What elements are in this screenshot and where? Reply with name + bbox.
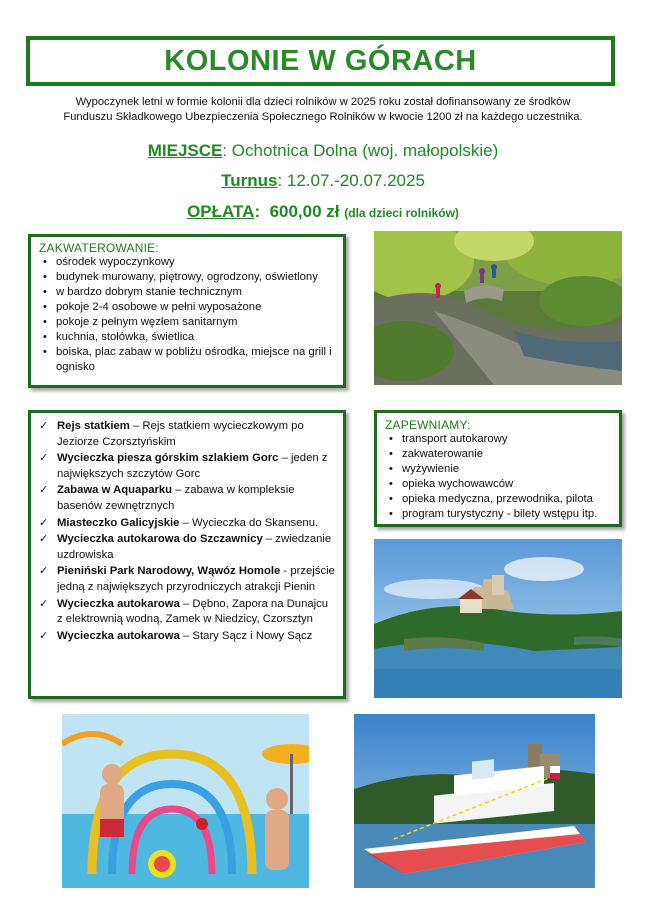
title-banner [26,36,615,86]
list-item [37,451,335,482]
list-item [37,483,335,514]
turnus-value: : 12.07.-20.07.2025 [277,171,425,190]
list-item [37,516,335,532]
turnus-label: Turnus [221,171,278,190]
wycieczka-5-rest: - przejście jedną z największych przyrodniczych atrakcji Pienin [57,565,335,593]
wycieczka-1-rest: – jeden z największych szczytów Gorc [57,452,328,480]
list-item: • pokoje z pełnym węzłem sanitarnym [39,315,335,330]
list-item: • opieka medyczna, przewodnika, pilota [385,492,611,507]
list-item [37,629,335,645]
aquapark-photo [62,714,309,888]
intro-line-2: Funduszu Składkowego Ubezpieczenia Społecznego Rolników w kwocie 1200 zł na każdego uczestnika. [63,111,583,123]
list-item: • program turystyczny - bilety wstępu itp. [385,507,611,522]
list-item: • transport autokarowy [385,432,611,447]
zapewniamy-box [374,410,622,527]
wycieczka-3-bold: Miasteczko Galicyjskie [57,516,180,529]
list-item [37,564,335,595]
list-item [37,419,335,450]
miejsce-value: : Ochotnica Dolna (woj. małopolskie) [222,141,499,160]
wycieczka-7-rest: – Stary Sącz i Nowy Sącz [179,629,313,642]
info-turnus [0,171,646,191]
info-miejsce [0,141,646,161]
list-item: • budynek murowany, piętrowy, ogrodzony, oświetlony [39,270,335,285]
wycieczka-4-bold: Wycieczka autokarowa do Szczawnicy [57,533,263,546]
wycieczka-4-rest: – zwiedzanie uzdrowiska [57,533,332,561]
oplata-value: 600,00 zł [269,202,340,221]
zakwaterowanie-heading: ZAKWATEROWANIE: [39,241,159,255]
intro-text [30,95,616,125]
zakwaterowanie-list [39,255,335,375]
castle-lake-photo [374,539,622,698]
boat-cruise-photo [354,714,595,888]
wycieczka-3-rest: – Wycieczka do Skansenu. [179,516,319,529]
list-item: • pokoje 2-4 osobowe w pełni wyposażone [39,300,335,315]
oplata-colon: : [254,202,261,221]
wycieczka-1-bold: Wycieczka piesza górskim szlakiem Gorc [57,452,279,465]
oplata-label: OPŁATA [187,202,255,221]
wycieczka-0-bold: Rejs statkiem [57,420,130,432]
list-item: • wyżywienie [385,462,611,477]
wycieczka-6-rest: – Dębno, Zapora na Dunajcu z elektrownią wodną, Zamek w Niedzicy, Czorsztyn [57,597,329,626]
zakwaterowanie-box [28,234,346,388]
list-item: • kuchnia, stołówka, świetlica [39,330,335,345]
list-item: • zakwaterowanie [385,447,611,462]
zapewniamy-heading: ZAPEWNIAMY: [385,418,471,432]
gorge-hiking-photo [374,231,622,385]
page-title: KOLONIE W GÓRACH [164,44,477,77]
wycieczka-5-bold: Pieniński Park Narodowy, Wąwóz Homole [57,565,281,578]
intro-line-1: Wypoczynek letni w formie kolonii dla dzieci rolników w 2025 roku został dofinansowany ze środków [75,96,571,108]
list-item: • opieka wychowawców [385,477,611,492]
zapewniamy-list [385,432,611,522]
oplata-note: (dla dzieci rolników) [344,206,459,220]
info-oplata [0,202,646,222]
wycieczka-0-rest: – Rejs statkiem wycieczkowym po Jeziorze Czorsztyńskim [57,420,304,448]
wycieczki-box [28,410,346,699]
wycieczka-7-bold: Wycieczka autokarowa [57,629,180,642]
wycieczka-2-bold: Zabawa w Aquaparku [57,484,173,497]
list-item: • boiska, plac zabaw w pobliżu ośrodka, miejsce na grill i ognisko [39,345,335,375]
wycieczka-6-bold: Wycieczka autokarowa [57,597,180,610]
miejsce-label: MIEJSCE [147,141,223,160]
wycieczka-2-rest: – zabawa w kompleksie basenów zewnętrznych [57,484,295,512]
list-item [37,597,335,628]
list-item: • w bardzo dobrym stanie technicznym [39,285,335,300]
list-item: • ośrodek wypoczynkowy [39,255,335,270]
list-item [37,532,335,563]
wycieczki-list [37,419,335,644]
